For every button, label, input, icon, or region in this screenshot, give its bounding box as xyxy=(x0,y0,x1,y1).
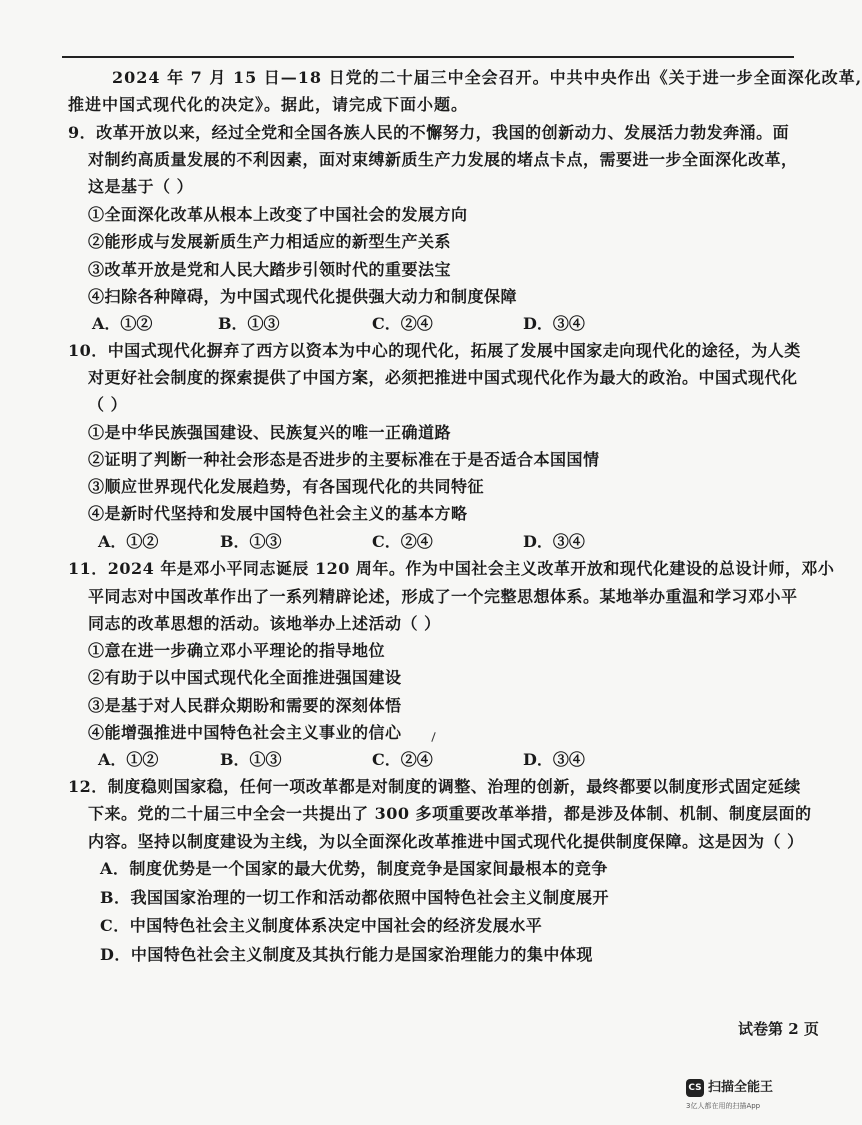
q12-choice-a[interactable]: A．制度优势是一个国家的最大优势，制度竞争是国家间最根本的竞争 xyxy=(100,859,608,878)
q9-choice-b[interactable]: B．①③ xyxy=(218,314,280,333)
q12-choice-b[interactable]: B．我国国家治理的一切工作和活动都依照中国特色社会主义制度展开 xyxy=(100,888,610,907)
q9-stem-2: 对制约高质量发展的不利因素，面对束缚新质生产力发展的堵点卡点，需要进一步全面深化改革， xyxy=(88,150,798,169)
q9-statement-1: ①全面深化改革从根本上改变了中国社会的发展方向 xyxy=(88,205,468,224)
q9-statement-4: ④扫除各种障碍，为中国式现代化提供强大动力和制度保障 xyxy=(88,287,518,306)
q10-stem-3: （ ） xyxy=(88,395,128,414)
top-rule xyxy=(62,56,794,58)
q9-choice-c[interactable]: C．②④ xyxy=(372,314,433,333)
q10-stem-2: 对更好社会制度的探索提供了中国方案，必须把推进中国式现代化作为最大的政治。中国式现代化 xyxy=(88,368,798,387)
q11-choice-d[interactable]: D．③④ xyxy=(523,750,585,769)
q12-stem-3: 内容。坚持以制度建设为主线，为以全面深化改革推进中国式现代化提供制度保障。这是因为（ ） xyxy=(88,832,804,851)
q12-choice-d[interactable]: D．中国特色社会主义制度及其执行能力是国家治理能力的集中体现 xyxy=(100,945,593,964)
q9-choice-d[interactable]: D．③④ xyxy=(523,314,585,333)
q11-statement-2: ②有助于以中国式现代化全面推进强国建设 xyxy=(88,668,402,687)
q10-choice-b[interactable]: B．①③ xyxy=(220,532,282,551)
q10-choice-c[interactable]: C．②④ xyxy=(372,532,433,551)
q10-statement-1: ①是中华民族强国建设、民族复兴的唯一正确道路 xyxy=(88,423,452,442)
watermark-tagline: 3亿人都在用的扫描App xyxy=(686,1102,761,1110)
q9-stem-3: 这是基于（ ） xyxy=(88,177,194,196)
q11-choice-b[interactable]: B．①③ xyxy=(220,750,282,769)
q12-stem-1: 12．制度稳则国家稳，任何一项改革都是对制度的调整、治理的创新，最终都要以制度形式固定延续 xyxy=(68,777,801,796)
q11-choice-c[interactable]: C．②④ xyxy=(372,750,433,769)
q9-statement-2: ②能形成与发展新质生产力相适应的新型生产关系 xyxy=(88,232,452,251)
watermark-name: 扫描全能王 xyxy=(708,1080,774,1095)
q10-statement-2: ②证明了判断一种社会形态是否进步的主要标准在于是否适合本国国情 xyxy=(88,450,600,469)
q12-choice-c[interactable]: C．中国特色社会主义制度体系决定中国社会的经济发展水平 xyxy=(100,916,543,935)
q11-statement-3: ③是基于对人民群众期盼和需要的深刻体悟 xyxy=(88,696,402,715)
q10-choice-a[interactable]: A．①② xyxy=(98,532,159,551)
page-number: 试卷第 2 页 xyxy=(738,1020,819,1038)
q11-choice-a[interactable]: A．①② xyxy=(98,750,159,769)
q11-stem-2: 平同志对中国改革作出了一系列精辟论述，形成了一个完整思想体系。某地举办重温和学习邓小平 xyxy=(88,587,798,606)
q11-stem-1: 11．2024 年是邓小平同志诞辰 120 周年。作为中国社会主义改革开放和现代化建设的总设计师，邓小 xyxy=(68,559,835,578)
q11-statement-1: ①意在进一步确立邓小平理论的指导地位 xyxy=(88,641,386,660)
camscanner-logo-icon: CS xyxy=(686,1079,704,1097)
q10-choice-d[interactable]: D．③④ xyxy=(523,532,585,551)
q9-statement-3: ③改革开放是党和人民大踏步引领时代的重要法宝 xyxy=(88,260,452,279)
q11-statement-4: ④能增强推进中国特色社会主义事业的信心 xyxy=(88,723,402,742)
pen-mark xyxy=(431,732,435,742)
q9-stem-1: 9．改革开放以来，经过全党和全国各族人民的不懈努力，我国的创新动力、发展活力勃发奔涌。面 xyxy=(68,123,790,142)
q10-statement-4: ④是新时代坚持和发展中国特色社会主义的基本方略 xyxy=(88,504,468,523)
q10-statement-3: ③顺应世界现代化发展趋势，有各国现代化的共同特征 xyxy=(88,477,485,496)
intro-line-2: 推进中国式现代化的决定》。据此，请完成下面小题。 xyxy=(68,95,469,114)
q9-choice-a[interactable]: A．①② xyxy=(92,314,153,333)
q12-stem-2: 下来。党的二十届三中全会一共提出了 300 多项重要改革举措，都是涉及体制、机制、制度层面的 xyxy=(88,804,812,823)
intro-line-1: 2024 年 7 月 15 日—18 日党的二十届三中全会召开。中共中央作出《关于进一步全面深化改革, xyxy=(112,68,862,87)
q11-stem-3: 同志的改革思想的活动。该地举办上述活动（ ） xyxy=(88,614,441,633)
scanner-watermark xyxy=(686,1079,794,1119)
q10-stem-1: 10．中国式现代化摒弃了西方以资本为中心的现代化，拓展了发展中国家走向现代化的途径，为人类 xyxy=(68,341,801,360)
